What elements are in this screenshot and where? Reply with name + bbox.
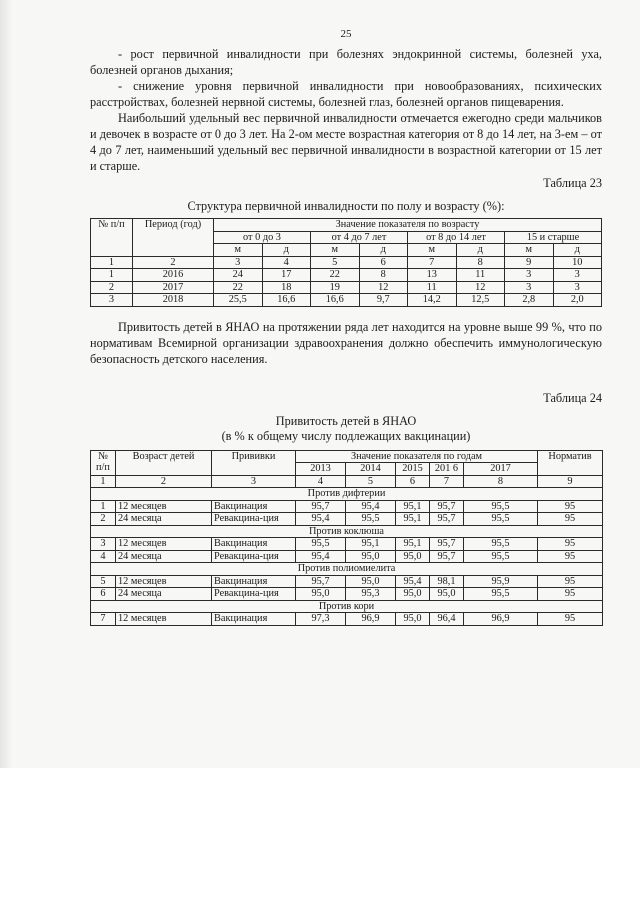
t23-age-group: от 0 до 3 <box>214 231 311 244</box>
t23-cell: 1 <box>91 269 133 282</box>
bullet-growth: - рост первичной инвалидности при болезнях эндокринной системы, болезней уха, болезней органов дыхания; <box>90 47 602 77</box>
t24-cell: Ревакцина-ция <box>212 513 296 526</box>
t23-cell: 2 <box>91 281 133 294</box>
t24-cell: Вакцинация <box>212 538 296 551</box>
t24-cell: 95,5 <box>464 500 538 513</box>
t24-cell: Вакцинация <box>212 500 296 513</box>
table-row <box>91 613 603 626</box>
t24-cell: 96,9 <box>464 613 538 626</box>
table-23-title: Структура первичной инвалидности по полу и возрасту (%): <box>187 199 505 213</box>
t24-cell: 95,7 <box>296 575 346 588</box>
t24-year: 201 6 <box>430 463 464 476</box>
t23-cell: 2017 <box>133 281 214 294</box>
t23-head-period: Период (год) <box>133 219 214 257</box>
t23-column-number: 9 <box>505 256 554 269</box>
table-24-title <box>90 414 602 444</box>
t23-cell: 11 <box>408 281 457 294</box>
t23-cell: 8 <box>359 269 408 282</box>
t24-cell: 98,1 <box>430 575 464 588</box>
t23-cell: 24 <box>214 269 263 282</box>
t24-column-number: 9 <box>538 475 603 488</box>
t23-column-number: 2 <box>133 256 214 269</box>
t24-cell: 24 месяца <box>116 588 212 601</box>
t24-year: 2015 <box>396 463 430 476</box>
t24-cell: Вакцинация <box>212 575 296 588</box>
t23-column-number: 3 <box>214 256 263 269</box>
t23-cell: 2,8 <box>505 294 554 307</box>
t24-cell: 95,4 <box>396 575 430 588</box>
t24-cell: 95,5 <box>464 513 538 526</box>
t23-cell: 22 <box>214 281 263 294</box>
t23-sex-label: м <box>505 244 554 257</box>
t24-year: 2017 <box>464 463 538 476</box>
t24-cell: 95,7 <box>430 500 464 513</box>
t24-year: 2014 <box>346 463 396 476</box>
t24-cell: 95,5 <box>464 550 538 563</box>
t24-head-norm: Норматив <box>538 450 603 475</box>
t23-head-no: № п/п <box>91 219 133 257</box>
t24-cell: 1 <box>91 500 116 513</box>
table-row <box>91 500 603 513</box>
t24-cell: 95,1 <box>346 538 396 551</box>
t23-cell: 2018 <box>133 294 214 307</box>
t23-cell: 3 <box>91 294 133 307</box>
t23-age-group: от 8 до 14 лет <box>408 231 505 244</box>
section-row <box>91 525 603 538</box>
table-24-number: Таблица 24 <box>543 390 602 405</box>
t24-cell: Ревакцина-ция <box>212 588 296 601</box>
t23-cell: 2,0 <box>553 294 602 307</box>
t24-section-title: Против кори <box>91 600 603 613</box>
t23-column-number: 5 <box>311 256 360 269</box>
t23-sex-label: д <box>262 244 311 257</box>
t23-column-number: 10 <box>553 256 602 269</box>
t24-column-number: 1 <box>91 475 116 488</box>
t24-cell: 95 <box>538 550 603 563</box>
t24-cell: 24 месяца <box>116 550 212 563</box>
t23-cell: 3 <box>505 281 554 294</box>
t24-head-value: Значение показателя по годам <box>296 450 538 463</box>
t23-sex-label: д <box>359 244 408 257</box>
t23-cell: 2016 <box>133 269 214 282</box>
section-row <box>91 488 603 501</box>
t24-cell: 95,5 <box>464 588 538 601</box>
t24-cell: 95,7 <box>430 550 464 563</box>
table-row <box>91 269 602 282</box>
t24-cell: 97,3 <box>296 613 346 626</box>
t24-cell: 6 <box>91 588 116 601</box>
t24-cell: 95,0 <box>430 588 464 601</box>
table-row <box>91 588 603 601</box>
table-row <box>91 256 602 269</box>
paragraph-disability: Наибольший удельный вес первичной инвалидности отмечается ежегодно среди мальчиков и девочек в возрасте от 0 до 3 лет. На 2-ом месте возрастная категория от 8 до 14 лет, на 3-ем – от 4 до 7 лет, наименьший удельный вес первичной инвалидности в возрастной категории от 15 лет и старше. <box>90 111 602 173</box>
t23-column-number: 4 <box>262 256 311 269</box>
table-24 <box>90 450 603 626</box>
t23-sex-label: м <box>214 244 263 257</box>
table-row <box>91 475 603 488</box>
t24-cell: 95 <box>538 513 603 526</box>
t24-cell: 95,9 <box>464 575 538 588</box>
table-24-title-line1: Привитость детей в ЯНАО <box>275 413 417 428</box>
table-row <box>91 513 603 526</box>
t23-column-number: 8 <box>456 256 505 269</box>
t24-cell: 4 <box>91 550 116 563</box>
t23-sex-label: д <box>553 244 602 257</box>
t24-cell: 95 <box>538 575 603 588</box>
t24-year: 2013 <box>296 463 346 476</box>
t24-cell: 95,5 <box>296 538 346 551</box>
t24-cell: Ревакцина-ция <box>212 550 296 563</box>
t24-head-vacc: Прививки <box>212 450 296 475</box>
section-row <box>91 563 603 576</box>
table-23-number: Таблица 23 <box>543 176 602 190</box>
table-row <box>91 281 602 294</box>
t23-cell: 22 <box>311 269 360 282</box>
t24-cell: 12 месяцев <box>116 613 212 626</box>
t23-cell: 11 <box>456 269 505 282</box>
t24-cell: 95,0 <box>346 550 396 563</box>
t23-cell: 3 <box>553 269 602 282</box>
t24-column-number: 7 <box>430 475 464 488</box>
t24-section-title: Против полиомиелита <box>91 563 603 576</box>
t23-cell: 16,6 <box>262 294 311 307</box>
table-row <box>91 550 603 563</box>
t24-head-no: № п/п <box>91 450 116 475</box>
t24-cell: 95 <box>538 538 603 551</box>
t23-cell: 3 <box>553 281 602 294</box>
paragraph-vaccination: Привитость детей в ЯНАО на протяжении ряда лет находится на уровне выше 99 %, что по нормативам Всемирной организации здравоохранения должно обеспечить иммунологическую безопасность детского населения. <box>90 319 602 366</box>
t24-cell: 95,4 <box>296 550 346 563</box>
t24-cell: 12 месяцев <box>116 500 212 513</box>
t23-cell: 17 <box>262 269 311 282</box>
t24-cell: 95 <box>538 500 603 513</box>
t24-cell: 95,5 <box>464 538 538 551</box>
t23-cell: 19 <box>311 281 360 294</box>
t24-cell: 7 <box>91 613 116 626</box>
t23-cell: 25,5 <box>214 294 263 307</box>
t24-cell: 95 <box>538 613 603 626</box>
t23-column-number: 6 <box>359 256 408 269</box>
t24-cell: 5 <box>91 575 116 588</box>
t23-cell: 12 <box>456 281 505 294</box>
table-row <box>91 294 602 307</box>
t24-cell: 95,3 <box>346 588 396 601</box>
t23-age-group: от 4 до 7 лет <box>311 231 408 244</box>
t24-cell: 96,9 <box>346 613 396 626</box>
section-row <box>91 600 603 613</box>
t24-cell: 95 <box>538 588 603 601</box>
t23-cell: 13 <box>408 269 457 282</box>
t24-cell: 95,0 <box>296 588 346 601</box>
t24-cell: 24 месяца <box>116 513 212 526</box>
t24-head-age: Возраст детей <box>116 450 212 475</box>
t24-cell: 95,0 <box>346 575 396 588</box>
t24-column-number: 2 <box>116 475 212 488</box>
document-page <box>90 28 602 626</box>
t24-cell: 95,7 <box>430 513 464 526</box>
t23-cell: 12 <box>359 281 408 294</box>
t24-section-title: Против коклюша <box>91 525 603 538</box>
t24-cell: 95,1 <box>396 538 430 551</box>
t23-cell: 9,7 <box>359 294 408 307</box>
t24-cell: 95,0 <box>396 588 430 601</box>
t24-cell: 95,7 <box>296 500 346 513</box>
t24-cell: 95,4 <box>296 513 346 526</box>
t24-cell: 95,0 <box>396 550 430 563</box>
t24-cell: 95,1 <box>396 500 430 513</box>
t24-cell: 2 <box>91 513 116 526</box>
t23-age-group: 15 и старше <box>505 231 602 244</box>
t24-cell: 95,4 <box>346 500 396 513</box>
t23-cell: 3 <box>505 269 554 282</box>
t23-sex-label: д <box>456 244 505 257</box>
t24-cell: 96,4 <box>430 613 464 626</box>
table-23 <box>90 218 602 307</box>
t24-cell: 95,0 <box>396 613 430 626</box>
t23-cell: 14,2 <box>408 294 457 307</box>
t23-cell: 12,5 <box>456 294 505 307</box>
t24-cell: 95,1 <box>396 513 430 526</box>
table-row <box>91 575 603 588</box>
page-number: 25 <box>340 28 352 40</box>
t24-cell: 3 <box>91 538 116 551</box>
t24-cell: 95,7 <box>430 538 464 551</box>
t24-column-number: 5 <box>346 475 396 488</box>
t24-column-number: 8 <box>464 475 538 488</box>
bullet-decrease: - снижение уровня первичной инвалидности при новообразованиях, психических расстройствах, болезней нервной системы, болезней глаз, болезней органов пищеварения. <box>90 79 602 109</box>
t23-sex-label: м <box>311 244 360 257</box>
t24-column-number: 3 <box>212 475 296 488</box>
t23-head-value: Значение показателя по возрасту <box>214 219 602 232</box>
table-24-title-line2: (в % к общему числу подлежащих вакцинации) <box>221 428 471 443</box>
t23-column-number: 1 <box>91 256 133 269</box>
table-row <box>91 538 603 551</box>
t24-cell: 12 месяцев <box>116 538 212 551</box>
t23-sex-label: м <box>408 244 457 257</box>
scan-shadow <box>0 0 12 768</box>
t24-cell: Вакцинация <box>212 613 296 626</box>
t23-cell: 16,6 <box>311 294 360 307</box>
t24-section-title: Против дифтерии <box>91 488 603 501</box>
t24-column-number: 4 <box>296 475 346 488</box>
t23-cell: 18 <box>262 281 311 294</box>
t24-cell: 95,5 <box>346 513 396 526</box>
t24-column-number: 6 <box>396 475 430 488</box>
t23-column-number: 7 <box>408 256 457 269</box>
t24-cell: 12 месяцев <box>116 575 212 588</box>
